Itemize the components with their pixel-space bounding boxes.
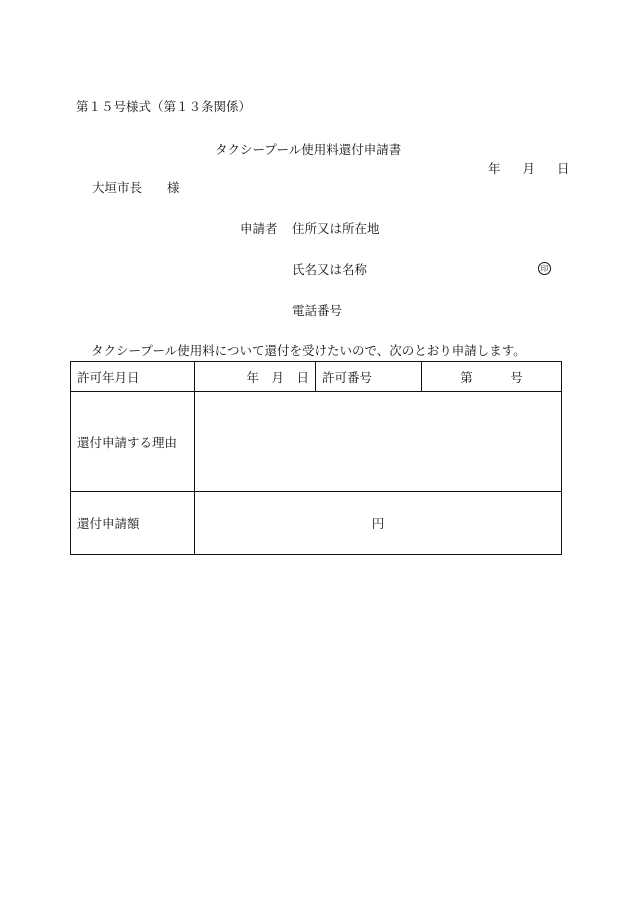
document-title: タクシープール使用料還付申請書 — [215, 142, 402, 157]
permit-date-field[interactable]: 年 月 日 — [195, 362, 316, 392]
applicant-label: 申請者 — [240, 221, 278, 236]
form-number: 第１５号様式（第１３条関係） — [76, 99, 252, 114]
date-month: 月 — [522, 161, 535, 176]
amount-field[interactable]: 円 — [195, 492, 562, 555]
permit-number-label: 許可番号 — [316, 362, 422, 392]
permit-number-field[interactable]: 第 号 — [422, 362, 562, 392]
reason-label: 還付申請する理由 — [71, 392, 195, 492]
reason-row — [71, 392, 562, 492]
address-field-label: 住所又は所在地 — [292, 221, 380, 236]
permit-row — [71, 362, 562, 392]
addressee: 大垣市長 様 — [92, 180, 180, 195]
date-day: 日 — [556, 161, 570, 176]
date-line — [488, 163, 569, 176]
amount-row — [71, 492, 562, 555]
application-table — [70, 361, 562, 555]
amount-label: 還付申請額 — [71, 492, 195, 555]
application-statement: タクシープール使用料について還付を受けたいので、次のとおり申請します。 — [91, 343, 526, 358]
permit-date-label: 許可年月日 — [71, 362, 195, 392]
date-year: 年 — [488, 161, 501, 176]
seal-mark: 印 — [538, 262, 551, 275]
phone-field-label: 電話番号 — [292, 303, 343, 318]
reason-field[interactable] — [195, 392, 562, 492]
name-field-label: 氏名又は名称 — [292, 262, 368, 277]
